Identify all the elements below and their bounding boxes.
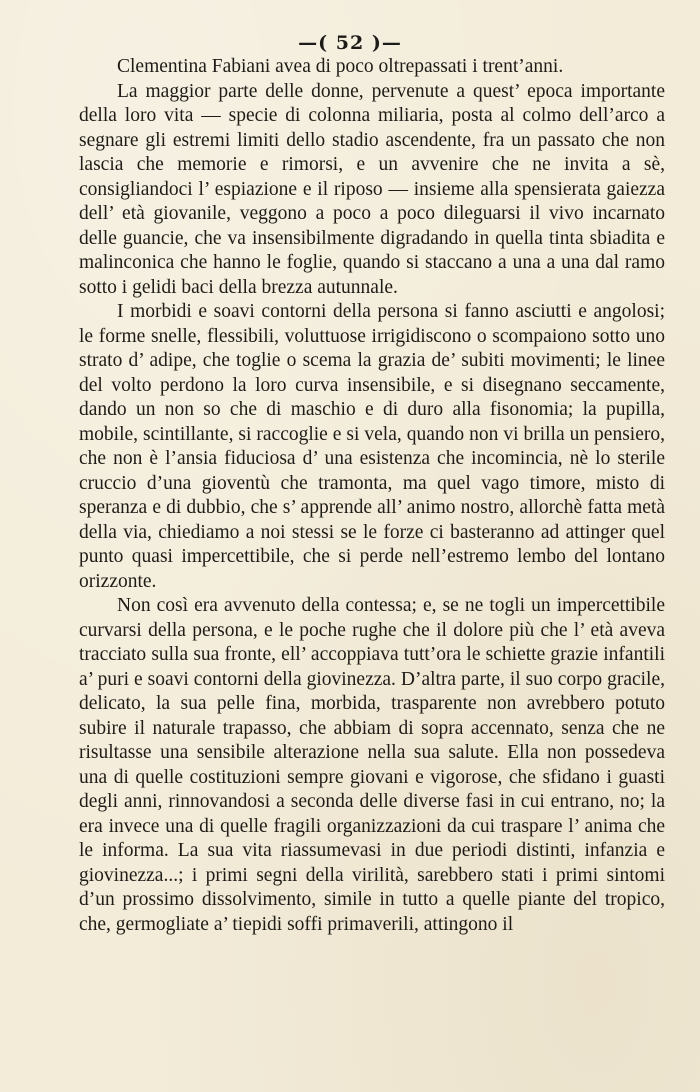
paragraph-1: Clementina Fabiani avea di poco oltrepassati i trent’anni. bbox=[117, 56, 564, 77]
paragraph-3: I morbidi e soavi contorni della persona si fanno asciutti e angolosi; le forme snelle, flessibili, voluttuose irrigidiscono o scompaiono sotto uno strato d’ adipe, che toglie o scema la grazia de’ subiti movimenti; le linee del volto perdono la loro curva insensibile, e si disegnano seccamente, dando un non so che di maschio e di duro alla fisonomia; la pupilla, mobile, scintillante, si raccoglie e si vela, quando non vi brilla un pensiero, che non è l’ansia fiduciosa d’ una esistenza che incomincia, nè lo sterile cruccio d’una gioventù che tramonta, ma quel vago timore, misto di speranza e di dubbio, che s’ apprende all’ animo nostro, allorchè fatta metà della via, chiediamo a noi stessi se le forze ci basteranno ad attinger quel punto quasi impercettibile, che si perde nell’estremo lembo del lontano orizzonte. bbox=[79, 301, 665, 592]
page-number-header: —( 52 )— bbox=[298, 32, 402, 54]
paragraph-4: Non così era avvenuto della contessa; e, se ne togli un impercettibile curvarsi della persona, e le poche rughe che il dolore più che l’ età aveva tracciato sulla sua fronte, ell’ accoppiava tutt’ora le schiette grazie infantili a’ puri e soavi contorni della giovinezza. D’altra parte, il suo corpo gracile, delicato, la sua pelle fina, morbida, trasparente non avrebbero potuto subire il naturale trapasso, che abbiam di sopra accennato, senza che ne risultasse una sensibile alterazione nella sua salute. Ella non possedeva una di quelle costituzioni sempre giovani e vigorose, che sfidano i guasti degli anni, rinnovandosi a seconda delle diverse fasi in cui entrano, no; la era invece una di quelle fragili organizzazioni da cui traspare l’ anima che le informa. La sua vita riassumevasi in due periodi distinti, infanzia e giovinezza...; i primi segni della virilità, sarebbero stati i primi sintomi d’un prossimo dissolvimento, simile in tutto a quelle piante del tropico, che, germogliate a’ tiepidi soffi primaverili, attingono il bbox=[79, 595, 665, 935]
body-text bbox=[79, 55, 665, 937]
paragraph-2: La maggior parte delle donne, pervenute a quest’ epoca importante della loro vita — specie di colonna miliaria, posta al colmo dell’arco a segnare gli estremi limiti dello stadio ascendente, fra un passato che non lascia che memorie e rimorsi, e un avvenire che ne invita a sè, consigliandoci l’ espiazione e il riposo — insieme alla spensierata gaiezza dell’ età giovanile, veggono a poco a poco dileguarsi il vivo incarnato delle guancie, che va insensibilmente digradando in quella tinta sbiadita e malinconica che hanno le foglie, quando si staccano a una a una dal ramo sotto i gelidi baci della brezza autunnale. bbox=[79, 80, 665, 298]
